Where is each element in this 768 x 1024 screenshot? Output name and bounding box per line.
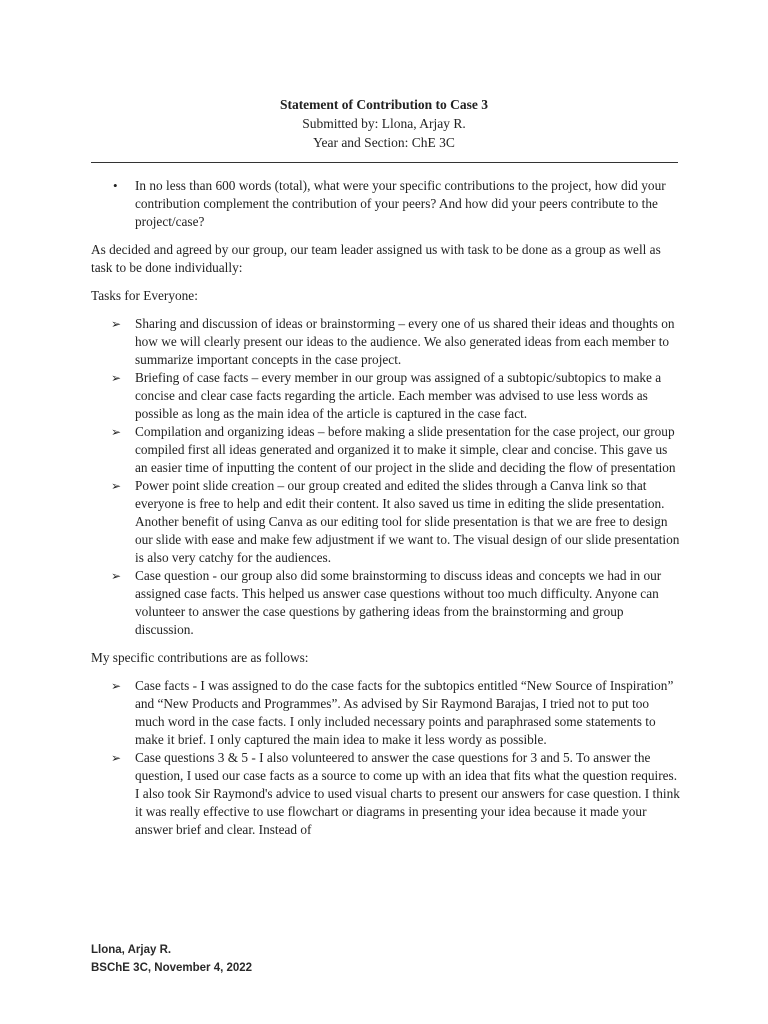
arrow-bullet-icon: ➢ <box>111 425 122 439</box>
year-section: Year and Section: ChE 3C <box>313 135 455 150</box>
footer-name: Llona, Arjay R. <box>91 944 172 956</box>
contributions-list <box>91 677 681 839</box>
document-body <box>91 177 681 839</box>
arrow-bullet-icon: ➢ <box>111 751 122 765</box>
document-footer <box>91 941 252 977</box>
prompt-question <box>91 177 681 231</box>
list-item-text: Briefing of case facts – every member in our group was assigned of a subtopic/subtopics to make a concise and clear case facts regarding the article. Each member was advised to use less words as possible as long as the main idea of the article is captured in the case fact. <box>135 370 662 421</box>
list-item-text: Sharing and discussion of ideas or brainstorming – every one of us shared their ideas and thoughts on how we will clearly present our ideas to the audience. We also generated ideas from each member to summarize important concepts in the case project. <box>135 316 675 367</box>
bullet-icon: • <box>113 178 118 193</box>
footer-class-date: BSChE 3C, November 4, 2022 <box>91 962 253 974</box>
list-item-text: Case question - our group also did some brainstorming to discuss ideas and concepts we had in our assigned case facts. This helped us answer case questions without too much difficulty. Anyone can volunteer to answer the case questions by gathering ideas from the brainstorming and group discussion. <box>135 568 662 637</box>
prompt-question-text: In no less than 600 words (total), what were your specific contributions to the project, how did your contribution complement the contribution of your peers? And how did your peers contribute to the project/case? <box>135 178 666 229</box>
arrow-bullet-icon: ➢ <box>111 317 122 331</box>
arrow-bullet-icon: ➢ <box>111 479 122 493</box>
list-item <box>91 423 681 477</box>
arrow-bullet-icon: ➢ <box>111 569 122 583</box>
list-item <box>91 567 681 639</box>
submitted-by: Submitted by: Llona, Arjay R. <box>302 116 466 131</box>
header-divider <box>91 162 678 163</box>
list-item <box>91 315 681 369</box>
list-item <box>91 749 681 839</box>
list-item <box>91 477 681 567</box>
document-header <box>0 95 768 152</box>
list-item-text: Power point slide creation – our group created and edited the slides through a Canva link so that everyone is free to help and edit their content. It also saved us time in editing the slide presentation. Another benefit of using Canva as our editing tool for slide presentation is that we are free to design our slide with ease and make few adjustment if we want to. The visual design of our slide presentation is also very catchy for the audiences. <box>135 478 680 565</box>
tasks-heading: Tasks for Everyone: <box>91 288 198 303</box>
tasks-list <box>91 315 681 639</box>
list-item-text: Compilation and organizing ideas – before making a slide presentation for the case project, our group compiled first all ideas generated and organized it to make it simple, clear and concise. This gave us an easier time of inputting the content of our project in the slide and deciding the flow of presentation <box>135 424 676 475</box>
intro-paragraph: As decided and agreed by our group, our team leader assigned us with task to be done as a group as well as task to be done individually: <box>91 242 661 275</box>
list-item-text: Case questions 3 & 5 - I also volunteered to answer the case questions for 3 and 5. To answer the question, I used our case facts as a source to come up with an idea that fits what the question requires. I also took Sir Raymond's advice to used visual charts to present our answers for case question. I think it was really effective to use flowchart or diagrams in presenting your idea because it made your answer brief and clear. Instead of <box>135 750 680 837</box>
arrow-bullet-icon: ➢ <box>111 371 122 385</box>
list-item <box>91 677 681 749</box>
arrow-bullet-icon: ➢ <box>111 679 122 693</box>
list-item <box>91 369 681 423</box>
contributions-heading: My specific contributions are as follows: <box>91 650 309 665</box>
list-item-text: Case facts - I was assigned to do the case facts for the subtopics entitled “New Source of Inspiration” and “New Products and Programmes”. As advised by Sir Raymond Barajas, I tried not to put too much word in the case facts. I only included necessary points and paraphrased some statements to make it brief. I only captured the main idea to make it less wordy as possible. <box>135 678 674 747</box>
document-title: Statement of Contribution to Case 3 <box>279 97 489 112</box>
